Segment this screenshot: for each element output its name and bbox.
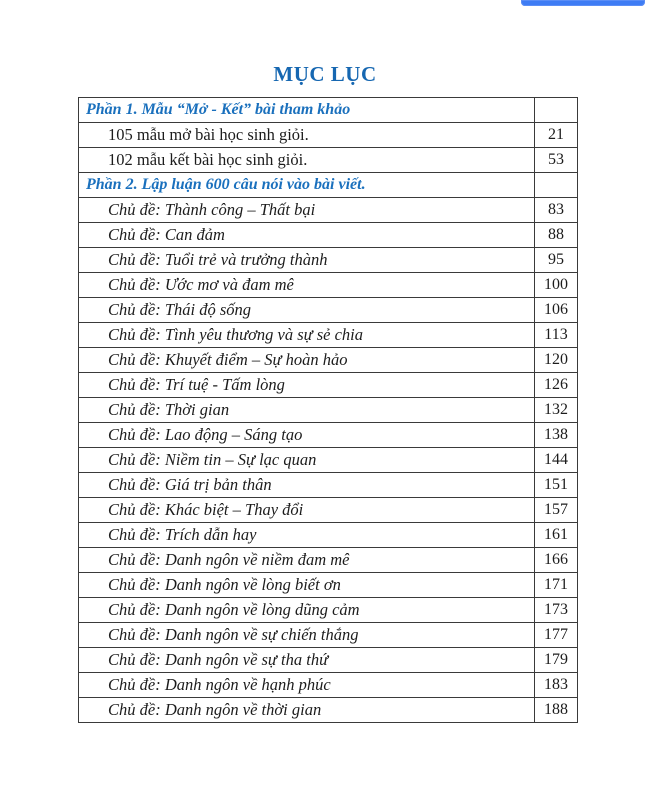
row-page-number [535, 173, 578, 198]
row-page-number: 21 [535, 123, 578, 148]
row-page-number: 113 [535, 323, 578, 348]
row-page-number: 151 [535, 473, 578, 498]
table-row [79, 173, 578, 198]
row-label: Phần 1. Mẫu “Mở - Kết” bài tham khảo [79, 98, 535, 123]
row-label: Chủ đề: Can đảm [79, 223, 535, 248]
row-page-number: 83 [535, 198, 578, 223]
row-page-number: 144 [535, 448, 578, 473]
row-label: Chủ đề: Thời gian [79, 398, 535, 423]
row-page-number: 95 [535, 248, 578, 273]
table-row [79, 423, 578, 448]
row-label: Chủ đề: Khác biệt – Thay đổi [79, 498, 535, 523]
table-row [79, 123, 578, 148]
page-title: MỤC LỤC [273, 62, 377, 86]
table-row [79, 148, 578, 173]
table-row [79, 598, 578, 623]
row-page-number: 126 [535, 373, 578, 398]
row-label: Chủ đề: Danh ngôn về lòng biết ơn [79, 573, 535, 598]
row-label: Chủ đề: Danh ngôn về hạnh phúc [79, 673, 535, 698]
table-row [79, 248, 578, 273]
toc-table [78, 97, 578, 723]
row-page-number: 183 [535, 673, 578, 698]
row-label: Chủ đề: Danh ngôn về thời gian [79, 698, 535, 723]
row-page-number: 171 [535, 573, 578, 598]
table-row [79, 573, 578, 598]
row-page-number: 132 [535, 398, 578, 423]
row-page-number: 100 [535, 273, 578, 298]
table-row [79, 698, 578, 723]
table-row [79, 548, 578, 573]
row-page-number: 53 [535, 148, 578, 173]
row-label: Chủ đề: Trích dẫn hay [79, 523, 535, 548]
row-label: 102 mẫu kết bài học sinh giỏi. [79, 148, 535, 173]
row-page-number: 106 [535, 298, 578, 323]
row-page-number: 138 [535, 423, 578, 448]
table-row [79, 373, 578, 398]
row-page-number: 179 [535, 648, 578, 673]
table-row [79, 198, 578, 223]
row-page-number: 188 [535, 698, 578, 723]
table-row [79, 673, 578, 698]
row-label: Chủ đề: Danh ngôn về sự chiến thắng [79, 623, 535, 648]
table-row [79, 623, 578, 648]
row-page-number: 157 [535, 498, 578, 523]
row-page-number: 120 [535, 348, 578, 373]
table-row [79, 473, 578, 498]
row-label: Chủ đề: Thành công – Thất bại [79, 198, 535, 223]
row-label: Phần 2. Lập luận 600 câu nói vào bài viết. [79, 173, 535, 198]
row-label: Chủ đề: Danh ngôn về sự tha thứ [79, 648, 535, 673]
row-label: Chủ đề: Tình yêu thương và sự sẻ chia [79, 323, 535, 348]
row-page-number [535, 98, 578, 123]
table-row [79, 498, 578, 523]
row-label: Chủ đề: Niềm tin – Sự lạc quan [79, 448, 535, 473]
row-label: Chủ đề: Tuổi trẻ và trưởng thành [79, 248, 535, 273]
row-label: Chủ đề: Thái độ sống [79, 298, 535, 323]
row-page-number: 177 [535, 623, 578, 648]
row-label: Chủ đề: Trí tuệ - Tấm lòng [79, 373, 535, 398]
toc-table-body [79, 98, 578, 723]
row-page-number: 166 [535, 548, 578, 573]
row-page-number: 88 [535, 223, 578, 248]
row-label: Chủ đề: Danh ngôn về lòng dũng cảm [79, 598, 535, 623]
row-label: Chủ đề: Giá trị bản thân [79, 473, 535, 498]
table-row [79, 223, 578, 248]
row-label: Chủ đề: Khuyết điểm – Sự hoàn hảo [79, 348, 535, 373]
partial-top-button[interactable] [521, 0, 645, 6]
row-page-number: 161 [535, 523, 578, 548]
table-row [79, 523, 578, 548]
row-page-number: 173 [535, 598, 578, 623]
row-label: Chủ đề: Lao động – Sáng tạo [79, 423, 535, 448]
table-row [79, 648, 578, 673]
row-label: Chủ đề: Ước mơ và đam mê [79, 273, 535, 298]
table-row [79, 448, 578, 473]
row-label: 105 mẫu mở bài học sinh giỏi. [79, 123, 535, 148]
row-label: Chủ đề: Danh ngôn về niềm đam mê [79, 548, 535, 573]
table-row [79, 273, 578, 298]
table-row [79, 348, 578, 373]
table-row [79, 98, 578, 123]
table-row [79, 298, 578, 323]
table-row [79, 323, 578, 348]
table-row [79, 398, 578, 423]
